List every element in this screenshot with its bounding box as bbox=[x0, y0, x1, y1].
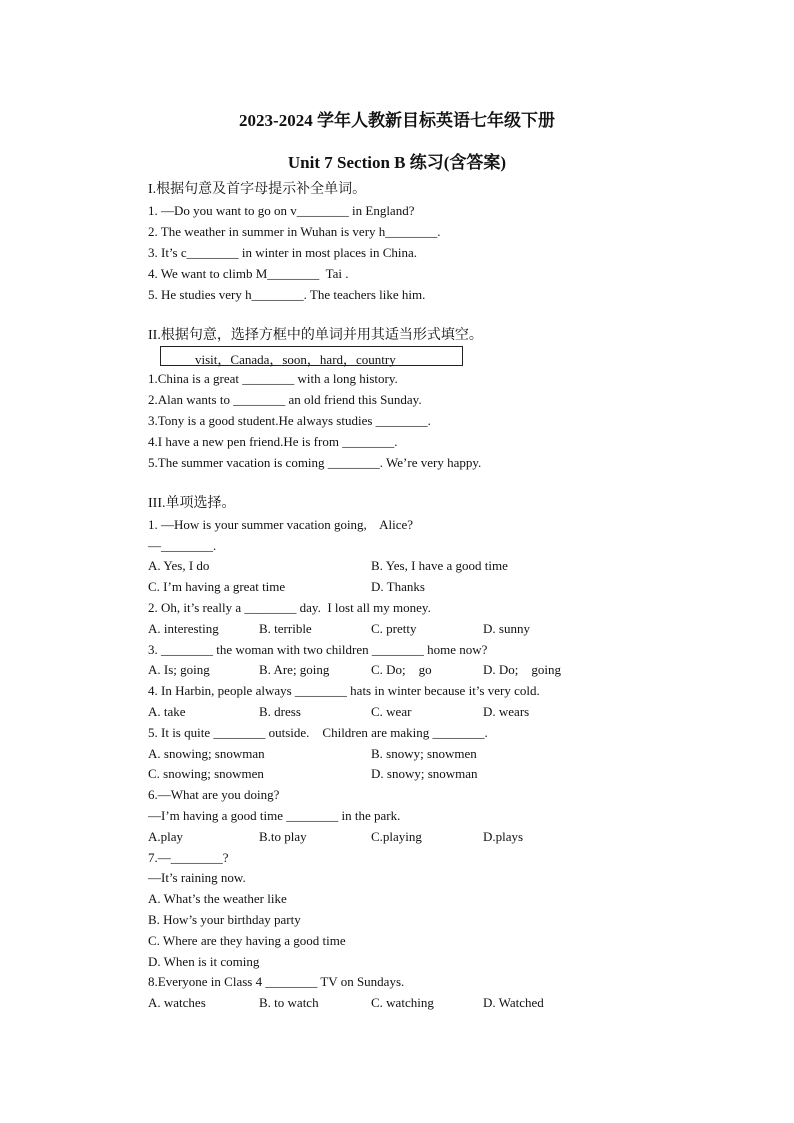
option-d: D. snowy; snowman bbox=[371, 766, 478, 781]
option-a: A. snowing; snowman bbox=[148, 746, 265, 761]
option-c: C. wear bbox=[371, 704, 412, 719]
part1-item: 1. —Do you want to go on v________ in England? bbox=[148, 203, 415, 218]
part1-item: 2. The weather in summer in Wuhan is very h________. bbox=[148, 224, 441, 239]
option-d: D. sunny bbox=[483, 621, 530, 636]
question-stem: 6.—What are you doing? bbox=[148, 787, 280, 802]
option-d: D. Do; going bbox=[483, 662, 561, 677]
option-c: C. pretty bbox=[371, 621, 417, 636]
question-stem: 8.Everyone in Class 4 ________ TV on Sundays. bbox=[148, 974, 405, 989]
word-box bbox=[160, 346, 463, 366]
option-c: C. Do; go bbox=[371, 662, 432, 677]
option-b: B. to watch bbox=[259, 995, 319, 1010]
question-stem: 5. It is quite ________ outside. Children are making ________. bbox=[148, 725, 488, 740]
question-stem: 2. Oh, it’s really a ________ day. I lost all my money. bbox=[148, 600, 431, 615]
page-subtitle: Unit 7 Section B 练习(含答案) bbox=[287, 153, 507, 172]
part2-item: 4.I have a new pen friend.He is from ________. bbox=[148, 434, 398, 449]
part2-item: 5.The summer vacation is coming ________. We’re very happy. bbox=[148, 455, 482, 470]
part1-heading: I.根据句意及首字母提示补全单词。 bbox=[148, 182, 367, 197]
option-b: B. snowy; snowmen bbox=[371, 746, 477, 761]
option-a: A.play bbox=[148, 829, 184, 844]
question-stem: 1. —How is your summer vacation going, Alice? bbox=[148, 517, 414, 532]
part2-item: 1.China is a great ________ with a long history. bbox=[148, 371, 398, 386]
option-a: A. Yes, I do bbox=[148, 558, 210, 573]
question-stem: 3. ________ the woman with two children ________ home now? bbox=[148, 642, 488, 657]
option-a: A. watches bbox=[148, 995, 206, 1010]
option-c: C. Where are they having a good time bbox=[148, 933, 346, 948]
part1-item: 3. It’s c________ in winter in most places in China. bbox=[148, 245, 417, 260]
option-d: D. Watched bbox=[483, 995, 544, 1010]
option-c: C.playing bbox=[371, 829, 422, 844]
option-d: D. When is it coming bbox=[148, 954, 260, 969]
option-d: D. wears bbox=[483, 704, 530, 719]
option-c: C. I’m having a great time bbox=[148, 579, 286, 594]
question-stem: —It’s raining now. bbox=[148, 870, 246, 885]
option-a: A. What’s the weather like bbox=[148, 891, 287, 906]
option-a: A. interesting bbox=[148, 621, 219, 636]
part2-heading: II.根据句意，选择方框中的单词并用其适当形式填空。 bbox=[148, 328, 483, 343]
part1-item: 4. We want to climb M________ Tai . bbox=[148, 266, 349, 281]
option-d: D.plays bbox=[483, 829, 524, 844]
option-b: B.to play bbox=[259, 829, 307, 844]
option-a: A. Is; going bbox=[148, 662, 210, 677]
option-b: B. Yes, I have a good time bbox=[371, 558, 508, 573]
option-b: B. Are; going bbox=[259, 662, 330, 677]
part3-heading: III.单项选择。 bbox=[148, 496, 236, 511]
option-b: B. How’s your birthday party bbox=[148, 912, 301, 927]
option-c: C. watching bbox=[371, 995, 434, 1010]
part1-item: 5. He studies very h________. The teachers like him. bbox=[148, 287, 426, 302]
question-stem: 7.—________? bbox=[148, 850, 229, 865]
part2-item: 3.Tony is a good student.He always studies ________. bbox=[148, 413, 431, 428]
question-stem: 4. In Harbin, people always ________ hats in winter because it’s very cold. bbox=[148, 683, 540, 698]
question-stem: —I’m having a good time ________ in the park. bbox=[148, 808, 401, 823]
option-b: B. terrible bbox=[259, 621, 312, 636]
option-c: C. snowing; snowmen bbox=[148, 766, 264, 781]
option-a: A. take bbox=[148, 704, 186, 719]
question-stem: —________. bbox=[148, 538, 217, 553]
page-title: 2023-2024 学年人教新目标英语七年级下册 bbox=[239, 111, 555, 130]
part2-item: 2.Alan wants to ________ an old friend this Sunday. bbox=[148, 392, 422, 407]
option-d: D. Thanks bbox=[371, 579, 425, 594]
word-box-text: visit，Canada，soon，hard，country bbox=[195, 352, 396, 367]
option-b: B. dress bbox=[259, 704, 301, 719]
